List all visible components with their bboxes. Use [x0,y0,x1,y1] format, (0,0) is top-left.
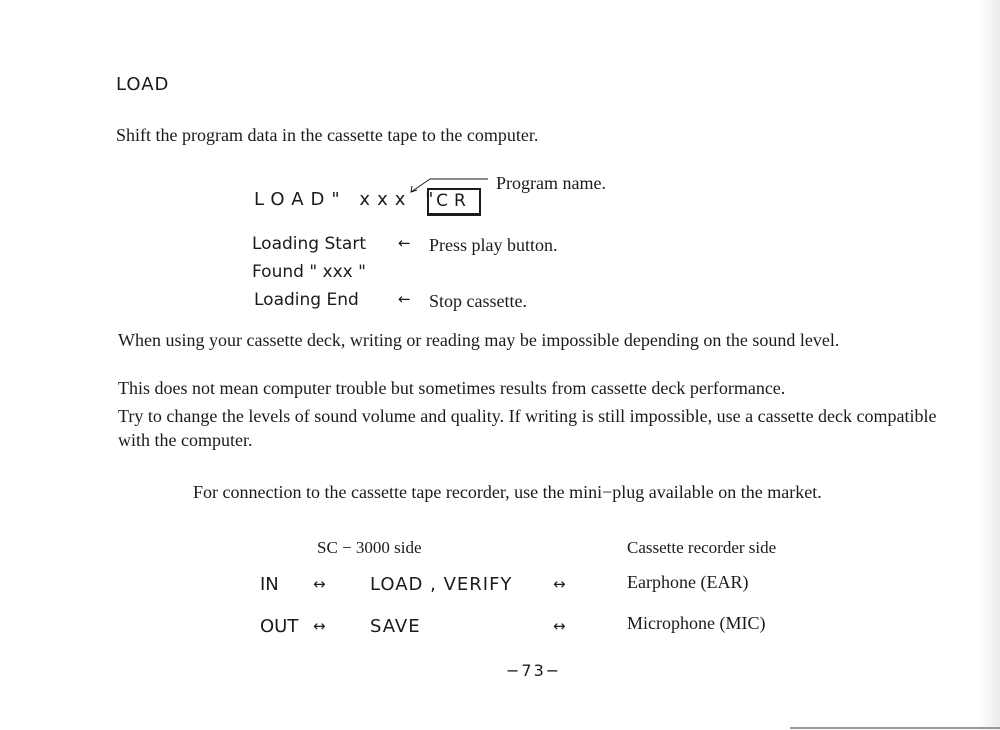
connection-note: For connection to the cassette tape recorder, use the mini−plug available on the market. [193,482,822,502]
bottom-rule [790,727,1000,729]
computer-side-header: SC − 3000 side [317,538,422,557]
page-edge-shadow [978,0,1000,730]
recorder-side-header: Cassette recorder side [627,538,777,557]
in-commands: LOAD , VERIFY [370,574,513,595]
left-arrow-icon: ← [398,234,411,252]
in-port-label: IN [260,574,279,595]
paragraph-change-levels: Try to change the levels of sound volume and quality. If writing is still impossible, use a cassette deck compatible with the computer. [118,406,937,450]
earphone-label: Earphone (EAR) [627,572,749,592]
paragraph-sound-level: When using your cassette deck, writing or reading may be impossible depending on the sound level. [118,330,840,350]
out-commands: SAVE [370,616,421,637]
double-arrow-icon: ↔ [553,617,566,635]
double-arrow-icon: ↔ [313,575,326,593]
press-play-note: Press play button. [429,235,558,255]
loading-end-message: Loading End [254,290,359,310]
cr-key: CR [427,188,481,216]
section-heading: LOAD [116,74,170,95]
load-command-syntax: LOAD" xxx " [254,189,441,210]
paragraph-not-trouble: This does not mean computer trouble but sometimes results from cassette deck performance. [118,378,786,398]
found-message: Found " xxx " [252,262,366,282]
page-number: −73− [506,661,562,680]
stop-cassette-note: Stop cassette. [429,291,527,311]
double-arrow-icon: ↔ [553,575,566,593]
loading-start-message: Loading Start [252,234,367,254]
out-port-label: OUT [260,616,299,637]
program-name-annotation: Program name. [496,173,606,193]
double-arrow-icon: ↔ [313,617,326,635]
microphone-label: Microphone (MIC) [627,613,766,633]
left-arrow-icon: ← [398,290,411,308]
intro-text: Shift the program data in the cassette tape to the computer. [116,125,539,145]
